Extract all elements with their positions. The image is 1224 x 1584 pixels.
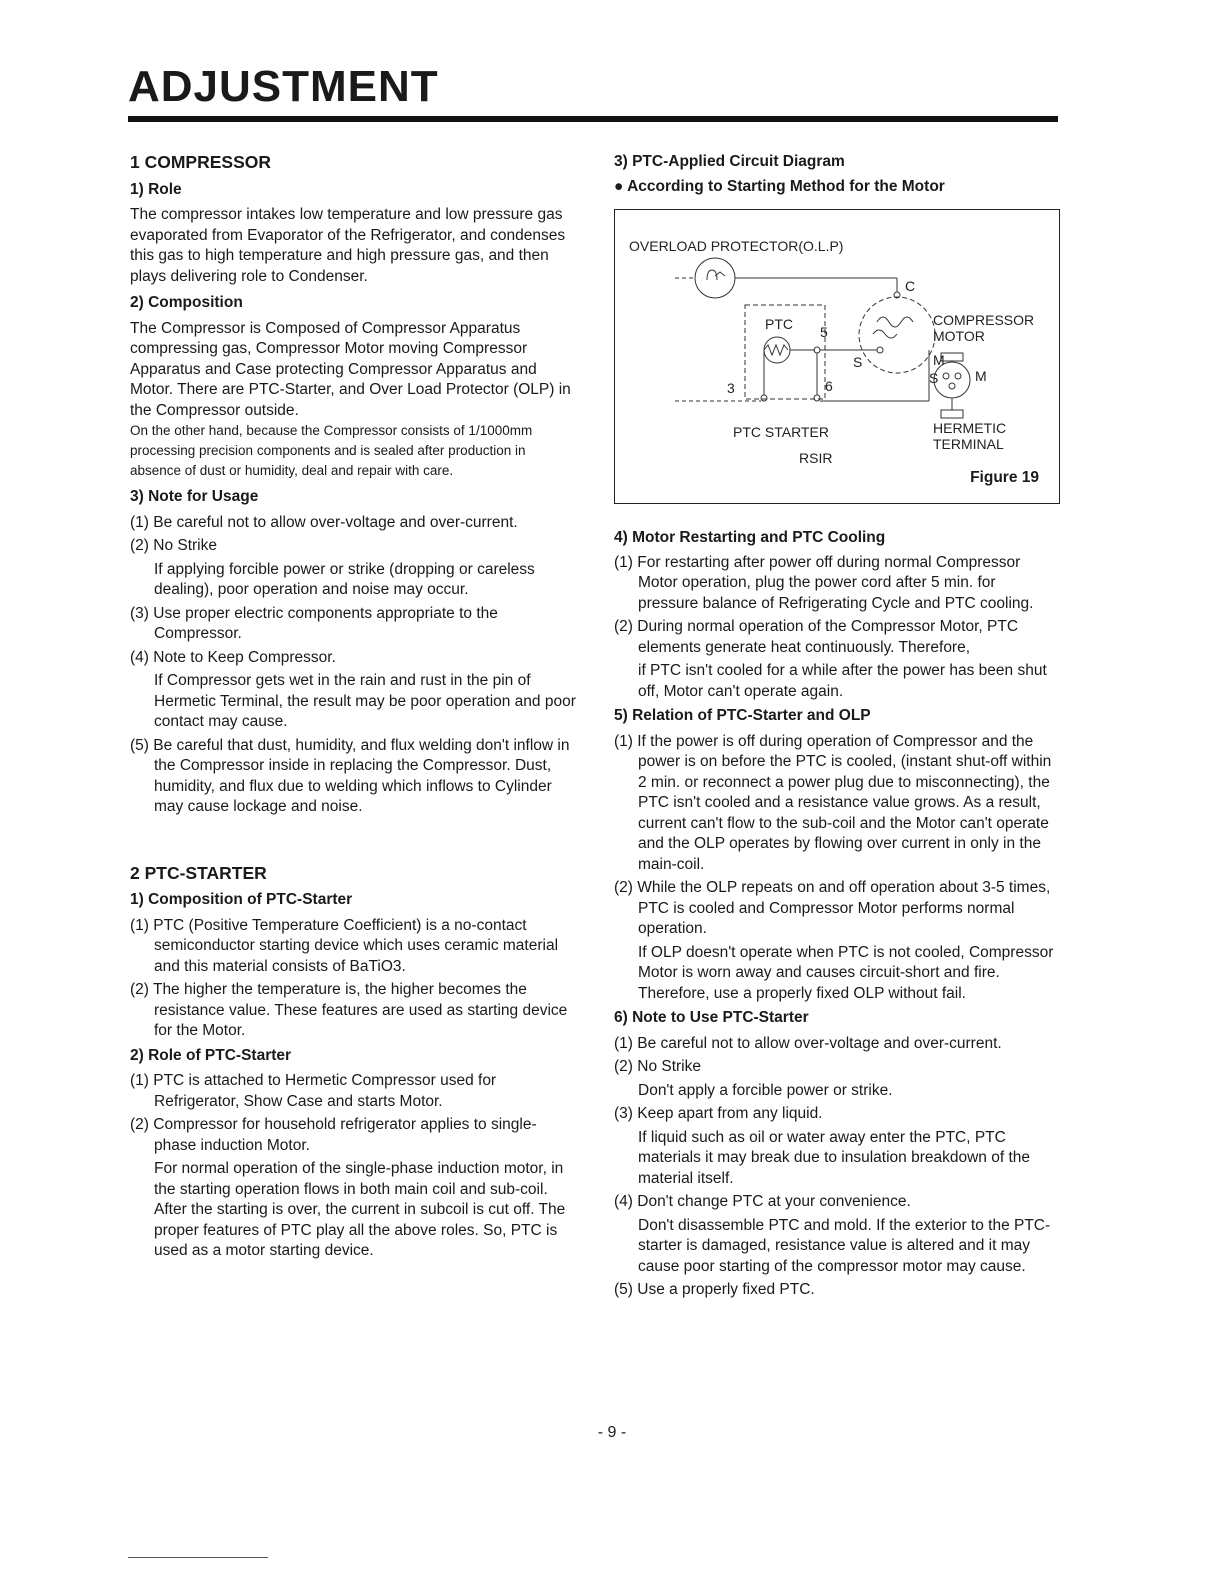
note-use-ptc-1: (1) Be careful not to allow over-voltage and over-current. [614,1034,1002,1052]
section-compressor-title: 1 COMPRESSOR [130,152,271,172]
note-use-ptc-3: (3) Keep apart from any liquid. [614,1105,823,1122]
section-ptc-starter-title: 2 PTC-STARTER [130,862,267,883]
rsir-label: RSIR [799,450,833,466]
note-usage-heading: 3) Note for Usage [130,488,259,505]
hermetic-s-label: S [929,370,939,386]
page-number: - 9 - [597,1424,627,1441]
relation-1: (1) If the power is off during operation of Compressor and the power is on before the PTC is cooled, (instant shut-off within 2 min. or reconnect a power plug due to misconnecting), the PTC isn't cooled and a resistance value grows. As a result, current can't flow to the sub-coil and the Motor can't operate and the OLP operates by flowing over current in only in the main-coil. [614,732,1052,873]
motor-restarting-1: (1) For restarting after power off during normal Compressor Motor operation, plug the power cord after 5 min. for pressure balance of Refrigerating Cycle and PTC cooling. [614,553,1034,612]
ptc-role-1: (1) PTC is attached to Hermetic Compressor used for Refrigerator, Show Case and starts Motor. [130,1072,497,1110]
left-column [130,152,578,1265]
ptc-composition-2: (2) The higher the temperature is, the higher becomes the resistance value. These features are used as starting device for the Motor. [130,981,568,1039]
hermetic-m-top-label: M [933,352,945,368]
title-rule [128,116,1058,122]
composition-note: On the other hand, because the Compressor consists of 1/1000mm processing precision components and is sealed after production in absence of dust or humidity, deal and repair with care. [130,423,533,478]
note-usage-4: (4) Note to Keep Compressor. [130,648,336,666]
note-use-ptc-2: (2) No Strike [614,1058,701,1075]
terminal-label: TERMINAL [933,436,1004,452]
circuit-diagram-subheading: ● According to Starting Method for the Motor [614,177,945,195]
compressor-label: COMPRESSOR [933,312,1035,328]
composition-heading: 2) Composition [130,294,243,311]
note-usage-4-detail: If Compressor gets wet in the rain and rust in the pin of Hermetic Terminal, the result may be poor operation and poor contact may cause. [154,672,576,730]
note-usage-1: (1) Be careful not to allow over-voltage and over-current. [130,513,518,531]
ptc-composition-heading: 1) Composition of PTC-Starter [130,891,353,908]
terminal-5-label: 5 [820,324,828,340]
note-usage-3: (3) Use proper electric components appropriate to the Compressor. [130,604,498,642]
compressor-motor-symbol [859,297,935,373]
ptc-label: PTC [765,316,793,332]
note-use-ptc-3-detail: If liquid such as oil or water away enter the PTC, PTC materials it may break due to insulation breakdown of the material itself. [638,1128,1031,1187]
page-title: ADJUSTMENT [128,62,439,111]
terminal-c-label: C [905,278,916,294]
ptc-role-heading: 2) Role of PTC-Starter [130,1046,292,1064]
ptc-starter-label: PTC STARTER [733,424,829,440]
footer-line [128,1557,268,1558]
note-use-ptc-4-detail: Don't disassemble PTC and mold. If the exterior to the PTC-starter is damaged, resistance value is altered and it may cause poor starting of the compressor motor may cause. [638,1216,1051,1275]
circuit-diagram [614,209,1060,504]
relation-2-detail: If OLP doesn't operate when PTC is not cooled, Compressor Motor is worn away and causes circuit-short and fire. Therefore, use a properly fixed OLP without fail. [638,943,1054,1002]
role-heading: 1) Role [130,180,182,198]
terminal-6-label: 6 [825,378,833,394]
terminal-3-label: 3 [727,380,735,396]
figure-caption: Figure 19 [970,469,1039,486]
relation-heading: 5) Relation of PTC-Starter and OLP [614,707,871,724]
note-use-ptc-4: (4) Don't change PTC at your convenience. [614,1193,911,1210]
role-text: The compressor intakes low temperature and low pressure gas evaporated from Evaporator of the Refrigerator, and condenses this gas to high temperature and high pressure gas, and then plays delivering role to Condenser. [130,206,566,285]
motor-restarting-heading: 4) Motor Restarting and PTC Cooling [614,529,886,546]
olp-symbol [695,258,735,298]
ptc-role-2-detail: For normal operation of the single-phase induction motor, in the starting operation flows in both main coil and sub-coil. After the starting is over, the current in subcoil is cut off. The proper features of PTC play all the above roles. So, PTC is used as a motor starting device. [154,1160,566,1259]
terminal-s-label: S [853,354,863,370]
right-column [614,152,1060,1304]
ptc-role-2: (2) Compressor for household refrigerator applies to single-phase induction Motor. [130,1116,537,1154]
note-usage-2-detail: If applying forcible power or strike (dropping or careless dealing), poor operation and noise may occur. [154,560,535,598]
note-use-ptc-2-detail: Don't apply a forcible power or strike. [638,1081,893,1099]
composition-text: The Compressor is Composed of Compressor Apparatus compressing gas, Compressor Motor moving Compressor Apparatus and Case protecting Compressor Apparatus and Motor. There are PTC-Starter, and Over Load Protector (OLP) in the Compressor outside. [130,319,571,419]
circuit-diagram-heading: 3) PTC-Applied Circuit Diagram [614,153,845,170]
note-use-ptc-5: (5) Use a properly fixed PTC. [614,1281,815,1298]
motor-label: MOTOR [933,328,985,344]
hermetic-label: HERMETIC [933,420,1007,436]
ptc-element [764,337,790,363]
motor-restarting-2: (2) During normal operation of the Compressor Motor, PTC elements generate heat continuously. Therefore, [614,618,1019,656]
relation-2: (2) While the OLP repeats on and off operation about 3-5 times, PTC is cooled and Compressor Motor performs normal operation. [614,879,1051,937]
motor-restarting-2-detail: if PTC isn't cooled for a while after the power has been shut off, Motor can't operate again. [638,662,1047,700]
note-use-ptc-heading: 6) Note to Use PTC-Starter [614,1009,809,1026]
note-usage-2: (2) No Strike [130,537,217,554]
ptc-composition-1: (1) PTC (Positive Temperature Coefficient) is a no-contact semiconductor starting device which uses ceramic material and this material consists of BaTiO3. [130,916,559,975]
note-usage-5: (5) Be careful that dust, humidity, and flux welding don't inflow in the Compressor inside in replacing the Compressor. Dust, humidity, and flux due to welding which inflows to Cylinder may cause lockage and noise. [130,736,570,815]
olp-label: OVERLOAD PROTECTOR(O.L.P) [629,238,844,254]
hermetic-m-label: M [975,368,987,384]
